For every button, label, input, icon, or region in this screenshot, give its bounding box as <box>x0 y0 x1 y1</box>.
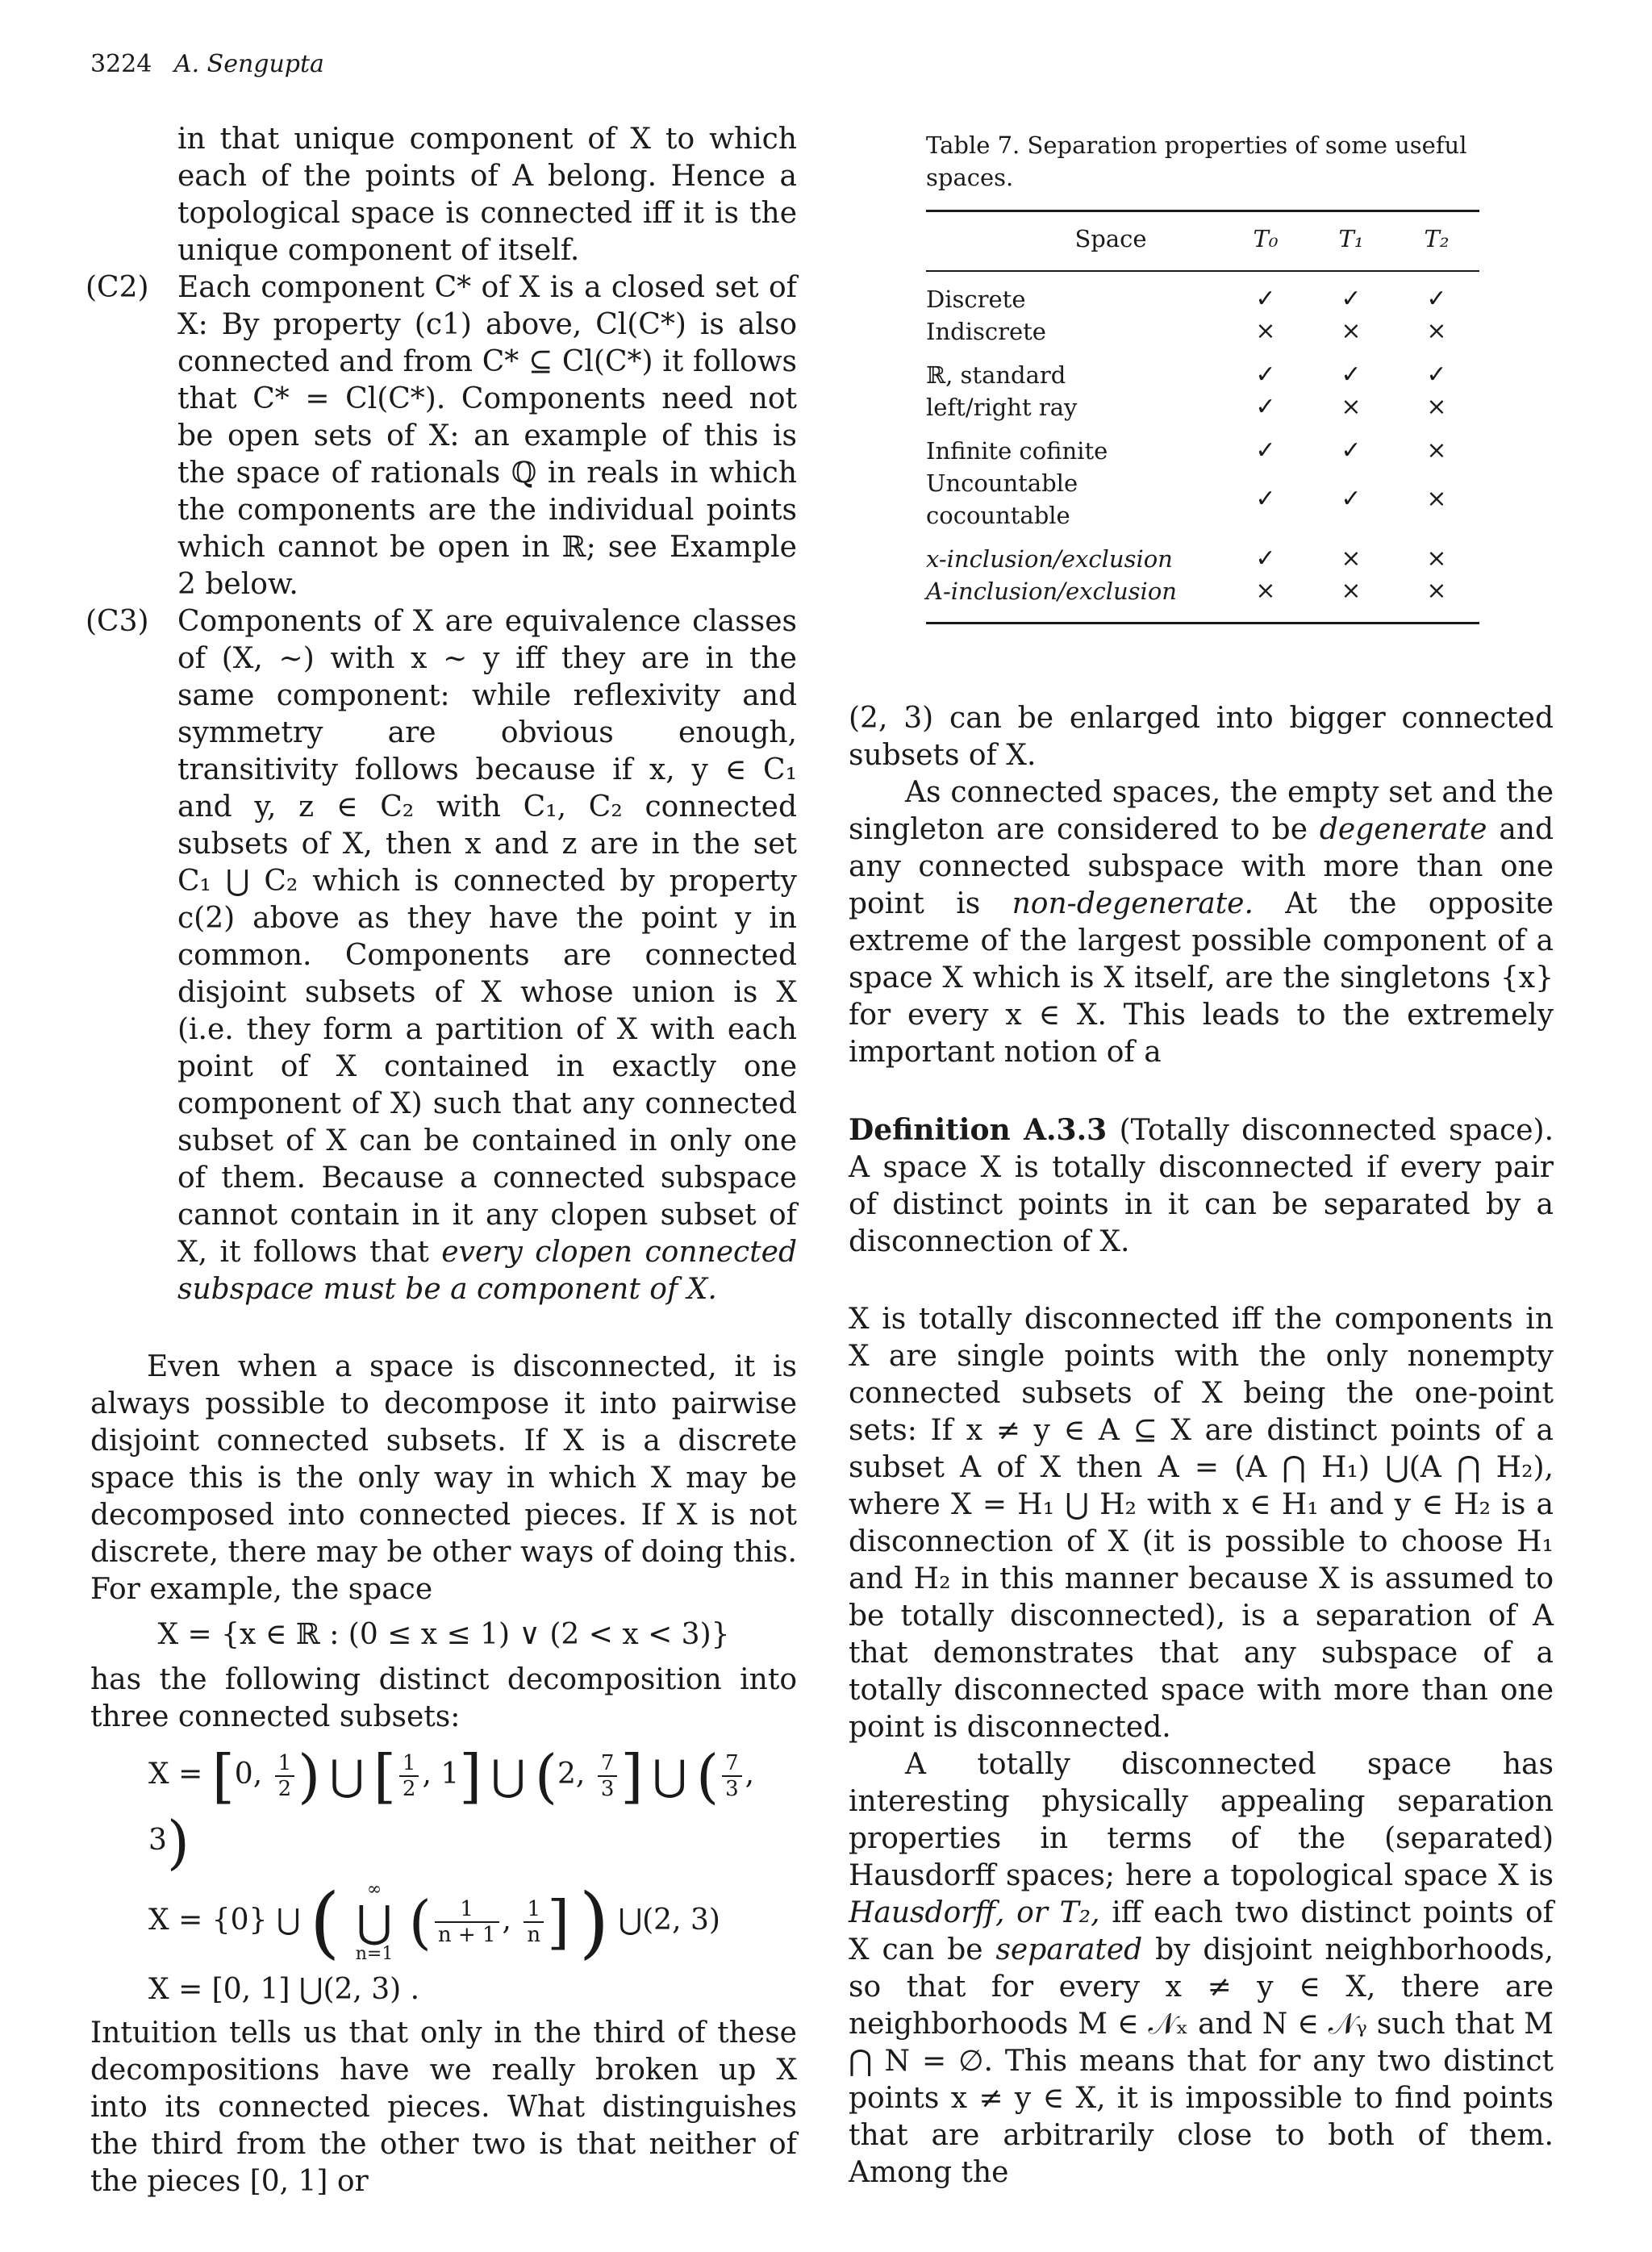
table-row: ℝ, standard ✓ ✓ ✓ <box>926 361 1447 389</box>
continued-item-text: in that unique component of X to which each of the points of A belong. Hence a topological space is connected iff it is the unique component of itself. <box>177 123 797 267</box>
table-row: A-inclusion/exclusion × × × <box>926 575 1479 623</box>
equation-decomposition-2: X = {0} ⋃ ( ∞ ⋃ n=1 ( $\frac{1}{n + 1}$ , $\frac{1}{n}$ ] ) ⋃(2, 3) <box>148 1877 720 1967</box>
table-row: Indiscrete × × × <box>926 317 1447 345</box>
table-row: Discrete ✓ ✓ ✓ <box>926 285 1447 313</box>
table-caption: Table 7. Separation properties of some useful spaces. <box>926 131 1467 191</box>
definition: Definition A.3.3 (Totally disconnected space). A space X is totally disconnected if every pair of distinct points in it can be separated by a disconnection of X. <box>849 1113 1554 1258</box>
separation-table <box>926 129 1479 624</box>
table-row: x-inclusion/exclusion ✓ × × <box>926 544 1447 573</box>
paragraph: (2, 3) can be enlarged into bigger connected subsets of X. <box>849 702 1554 772</box>
item-c3 <box>86 603 797 1308</box>
paragraph: has the following distinct decomposition into three connected subsets: <box>90 1663 797 1733</box>
table-row: left/right ray ✓ × × <box>926 393 1447 421</box>
left-column <box>86 121 797 2200</box>
item-text: Components of X are equivalence classes of (X, ∼) with x ∼ y iff they are in the same component: while reflexivity and symmetry are obvious enough, transitivity follows because if x, y ∈ C₁ and y, z ∈ C₂ with C₁, C₂ connected subsets of X, then x and z are in the set C₁ ⋃ C₂ which is connected by property c(2) above as they have the point y in common. Components are connected disjoint subsets of X whose union is X (i.e. they form a partition of X with each point of X contained in exactly one component of X) such that any connected subset of X can be contained in only one of them. Because a connected subspace cannot contain in it any clopen subset of X, it follows that every clopen connected subspace must be a component of X. <box>177 605 797 1306</box>
paragraph: X is totally disconnected iff the components in X are single points with the only nonempty connected subsets of X being the one-point sets: If x ≠ y ∈ A ⊆ X are distinct points of a subset A of X then A = (A ⋂ H₁) ⋃(A ⋂ H₂), where X = H₁ ⋃ H₂ with x ∈ H₁ and y ∈ H₂ is a disconnection of X (it is possible to choose H₁ and H₂ in this manner because X is assumed to be totally disconnected), is a separation of A that demonstrates that any subspace of a totally disconnected space with more than one point is disconnected. <box>849 1303 1554 1744</box>
right-column <box>849 700 1554 2192</box>
paragraph: As connected spaces, the empty set and the singleton are considered to be degenerate and any connected subspace with more than one point is non-degenerate. At the opposite extreme of the largest possible component of a space X which is X itself, are the singletons {x} for every x ∈ X. This leads to the extremely important notion of a <box>849 776 1554 1069</box>
equation: X = {x ∈ ℝ : (0 ≤ x ≤ 1) ∨ (2 < x < 3)} <box>157 1618 730 1651</box>
definition-label: Definition A.3.3 <box>849 1113 1108 1147</box>
paragraph: Intuition tells us that only in the third of these decompositions have we really broken up X into its connected pieces. What distinguishes the third from the other two is that neither of the pieces [0, 1] or <box>90 2016 797 2198</box>
equation-decomposition-3: X = [0, 1] ⋃(2, 3) . <box>148 1973 420 2006</box>
page-number: 3224 <box>90 50 152 78</box>
column-header: Space <box>926 211 1223 272</box>
running-head <box>90 50 324 78</box>
column-header: T₀ <box>1223 211 1308 272</box>
column-header: T₂ <box>1394 211 1479 272</box>
item-text: Each component C* of X is a closed set of X: By property (c1) above, Cl(C*) is also connected and from C* ⊆ Cl(C*) it follows that C* = Cl(C*). Components need not be open sets of X: an example of this is the space of rationals ℚ in reals in which the components are the individual points which cannot be open in ℝ; see Example 2 below. <box>177 271 797 601</box>
item-label: (C2) <box>86 271 149 304</box>
column-header: T₁ <box>1308 211 1394 272</box>
equation-decomposition-1: X = [0, $\frac{1}{2}$ ) ⋃ [ $\frac{1}{2}$ , 1] ⋃ (2, $\frac{7}{3}$ ] ⋃ ( $\frac{7}{3}$ , 3) <box>148 1742 755 1876</box>
item-label: (C3) <box>86 605 149 638</box>
item-c2 <box>86 269 797 603</box>
table-row: Uncountable cocountable ✓ ✓ × <box>926 469 1447 529</box>
emphasis: every clopen connected subspace must be a component of X. <box>177 1236 797 1306</box>
paragraph: A totally disconnected space has interesting physically appealing separation properties in terms of the (separated) Hausdorff spaces; here a topological space X is Hausdorff, or T₂, iff each two distinct points of X can be separated by disjoint neighborhoods, so that for every x ≠ y ∈ X, there are neighborhoods M ∈ 𝒩ₓ and N ∈ 𝒩ᵧ such that M ⋂ N = ∅. This means that for any two distinct points x ≠ y ∈ X, it is impossible to find points that are arbitrarily close to both of them. Among the <box>849 1748 1554 2189</box>
author-name: A. Sengupta <box>173 50 324 78</box>
paragraph: Even when a space is disconnected, it is always possible to decompose it into pairwise disjoint connected subsets. If X is a discrete space this is the only way in which X may be decomposed into connected pieces. If X is not discrete, there may be other ways of doing this. For example, the space <box>90 1350 797 1606</box>
table <box>926 210 1479 624</box>
table-row: Infinite cofinite ✓ ✓ × <box>926 436 1447 465</box>
